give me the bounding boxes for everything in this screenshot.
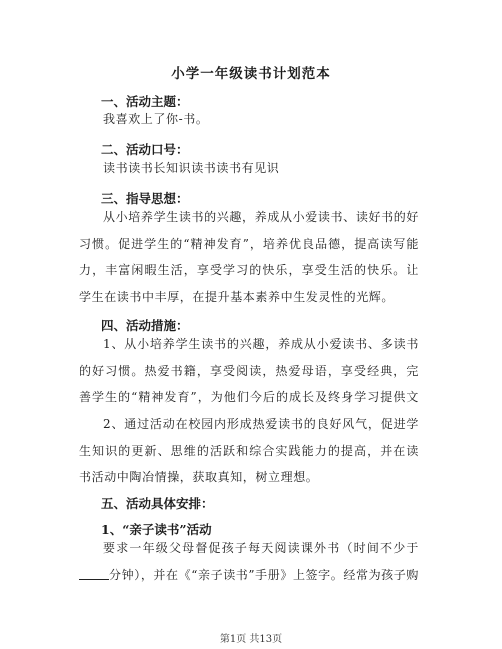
measures-item-2: 2、通过活动在校园内形成热爱读书的良好风气，促进学生知识的更新、思维的活跃和综合实践能力的提高，并在读书活动中陶冶情操，获取真知，树立理想。 (79, 417, 419, 484)
section-heading-measures: 四、活动措施： (101, 318, 189, 333)
parent-child-reading-text (79, 535, 419, 588)
section-heading-schedule: 五、活动具体安排： (101, 496, 214, 511)
page-number-footer: 第1页 共13页 (219, 634, 283, 645)
slogan-text: 读书读书长知识读书读书有见识 (103, 161, 280, 175)
fill-in-blank (79, 567, 109, 580)
section-heading-guiding-idea: 三、指导思想： (101, 191, 189, 206)
subheading-parent-child-reading: 1、“亲子读书”活动 (101, 522, 212, 537)
reading-text-part-2: 分钟），并在《“亲子读书”手册》上签字。经常为孩子购 (109, 567, 419, 582)
section-heading-theme: 一、活动主题： (101, 94, 189, 109)
page-title: 小学一年级读书计划范本 (171, 66, 331, 82)
reading-text-part-1: 要求一年级父母督促孩子每天阅读课外书（时间不少于 (103, 541, 419, 555)
section-heading-slogan: 二、活动口号： (101, 142, 189, 157)
measures-item-1: 1、从小培养学生读书的兴趣，养成从小爱读书、多读书的好习惯。热爱书籍，享受阅读，热爱母语，享受经典，完善学生的“精神发育”，为他们今后的成长及终身学习提供文 (79, 337, 419, 404)
guiding-idea-text: 从小培养学生读书的兴趣，养成从小爱读书、读好书的好习惯。促进学生的“精神发育”，培养优良品德，提高读写能力，丰富闲暇生活，享受学习的快乐，享受生活的快乐。让学生在读书中丰厚，在提升基本素养中生发灵性的光辉。 (79, 210, 419, 304)
theme-text: 我喜欢上了你-书。 (103, 112, 209, 126)
